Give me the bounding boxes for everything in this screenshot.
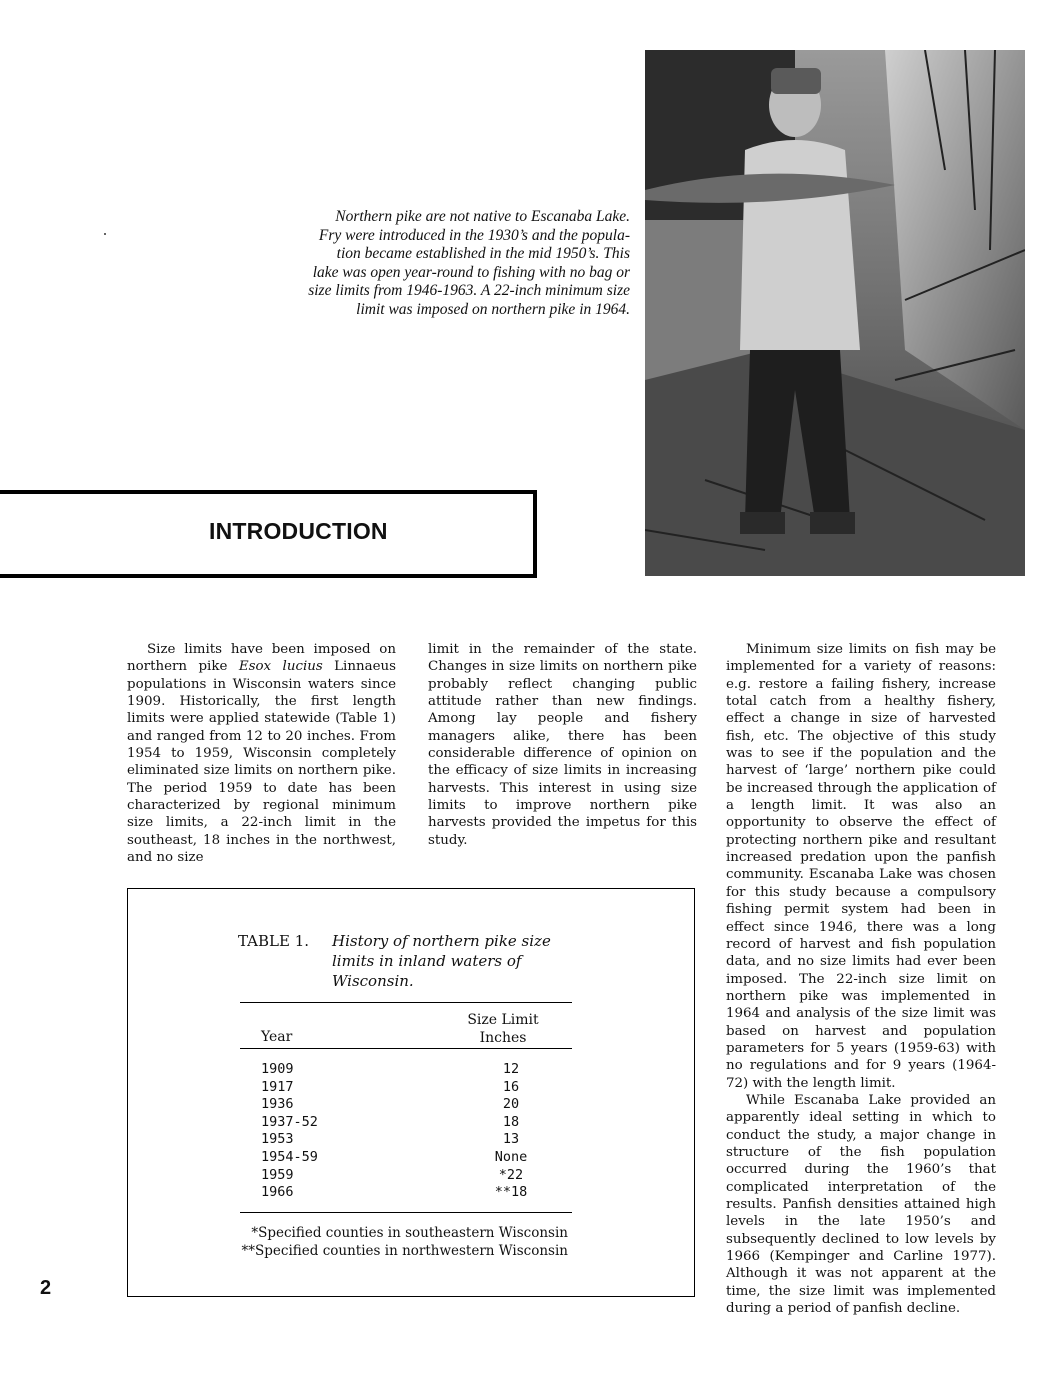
section-title: INTRODUCTION [209,518,388,544]
caption-line: Fry were introduced in the 1930’s and the popula- [318,226,630,244]
text-column-1 [127,641,396,866]
table-row: 1959 *22 [261,1166,524,1183]
table-row: 1917 16 [261,1078,520,1095]
introduction-banner [0,490,537,578]
paragraph: Size limits have been imposed on northern pike Esox lucius Linnaeus populations in Wisconsin waters since 1909. Historically, the first length limits were applied statewide (Table 1) and ranged from 12 to 20 inches. From 1954 to 1959, Wisconsin completely eliminated size limits on northern pike. The period 1959 to date has been characterized by regional minimum size limits, a 22-inch limit in the southeast, 18 inches in the northwest, and no size [127,642,396,866]
page-number: 2 [40,1277,52,1299]
text-column-3 [726,641,996,1317]
caption-line: tion became established in the mid 1950’s. This [336,245,630,262]
column-header-year: Year [261,1029,293,1045]
table-row: 1953 13 [261,1131,520,1148]
table-row: 1954-59 None [261,1148,528,1165]
caption-line: lake was open year-round to fishing with no bag or [312,263,630,281]
caption-line: limit was imposed on northern pike in 1964. [356,300,630,318]
speck [104,233,106,235]
table-rule-bottom [240,1212,572,1213]
paragraph: While Escanaba Lake provided an apparently ideal setting in which to conduct the study, a major change in structure of the fish population occurred during the 1960’s that complicated interpretation of the results. Panfish densities attained high levels in the late 1950’s and subsequently declined to low levels by 1966 (Kempinger and Carline 1977). Although it was not apparent at the time, the size limit was implemented during a period of panfish decline. [726,1092,996,1317]
table-row: 1909 12 [261,1061,520,1077]
paragraph: limit in the remainder of the state. Changes in size limits on northern pike probably reflect changing public attitude rather than new findings. Among lay people and fishery managers alike, there has been considerable difference of opinion on the efficacy of size limits in increasing harvests. This interest in using size limits to improve northern pike harvests provided the impetus for this study. [428,642,697,848]
table-footnotes: *Specified counties in southeastern Wisconsin **Specified counties in northwestern Wisconsin [241,1225,568,1259]
table-1 [127,888,695,1297]
table-label: TABLE 1. [238,932,310,950]
text-column-2 [428,641,697,849]
table-title: History of northern pike size limits in inland waters of Wisconsin. [332,932,551,990]
table-row: 1937-52 18 [261,1113,520,1130]
paragraph: Minimum size limits on fish may be implemented for a variety of reasons: e.g. restore a failing fishery, increase total catch from a healthy fishery, effect a change in size of harvested fish, etc. The objective of this study was to see if the population and the harvest of ‘large’ northern pike could be increased through the application of a length limit. It was also an opportunity to observe the effect of protecting northern pike and resultant increased predation upon the panfish community. Escanaba Lake was chosen for this study because a compulsory fishing permit system had been in effect since 1946, there was a long record of harvest and fish population data, and no size limits had ever been imposed. The 22-inch size limit on northern pike was implemented in 1964 and analysis of the size limit was based on harvest and population parameters for 5 years (1959-63) with no regulations and for 9 years (1964-72) with the length limit. [726,642,996,1091]
table-body [261,1061,561,1202]
table-rule-header [240,1048,572,1049]
photo-fisherman-holding-pike [645,50,1025,576]
column-header-size-limit: Size Limit Inches [467,1012,539,1046]
caption-line: Northern pike are not native to Escanaba Lake. [335,208,630,225]
species-name: Esox lucius [238,659,323,675]
table-row: 1966 **18 [261,1184,528,1201]
table-rule-top [240,1002,572,1003]
caption-line: size limits from 1946-1963. A 22-inch minimum size [308,282,630,299]
photo-caption [252,208,630,319]
table-row: 1936 20 [261,1096,520,1113]
